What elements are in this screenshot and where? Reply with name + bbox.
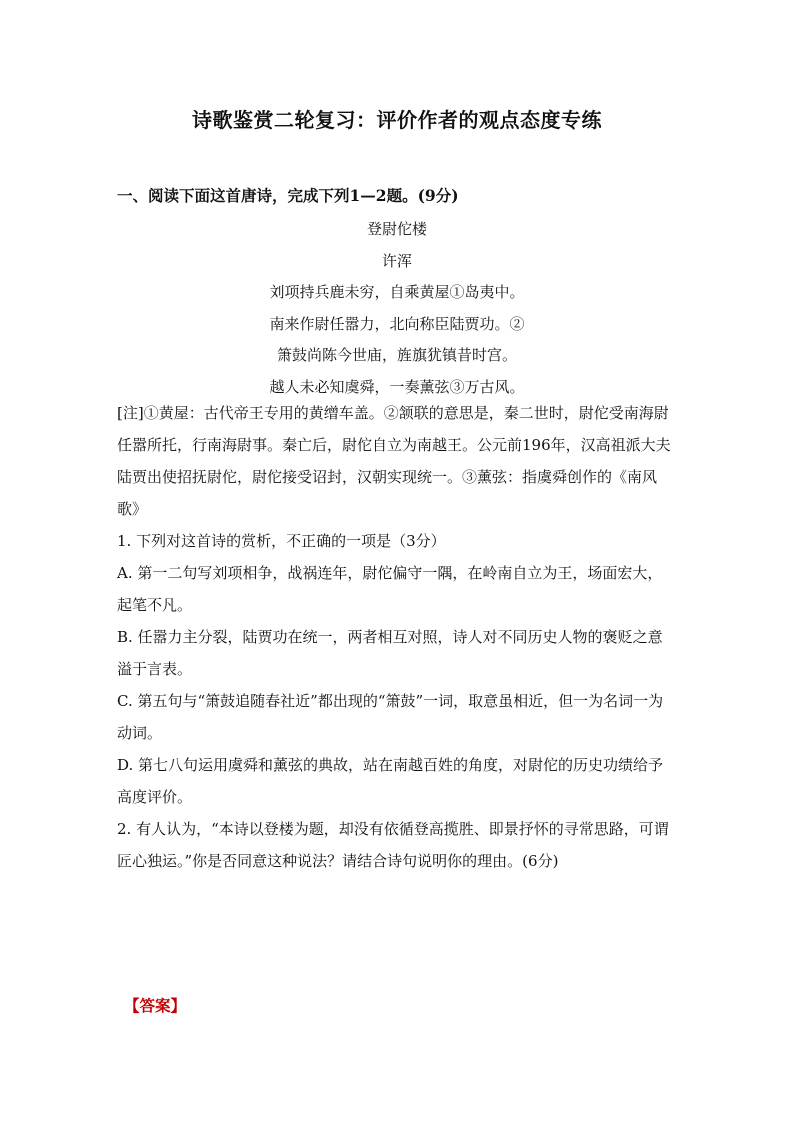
poem-line: 越人未必知虞舜，一奏薰弦③万古风。: [269, 377, 525, 396]
question-1-option-b: B. 任嚣力主分裂，陆贾功在统一，两者相互对照，诗人对不同历史人物的褒贬之意溢于言表。: [117, 628, 663, 678]
question-body: [117, 397, 677, 877]
page-title: 诗歌鉴赏二轮复习：评价作者的观点态度专练: [192, 108, 602, 132]
poem-title: 登尉佗楼: [366, 220, 427, 238]
question-1-option-d: D. 第七八句运用虞舜和薰弦的典故，站在南越百姓的角度，对尉佗的历史功绩给予高度评价。: [117, 756, 664, 806]
question-1-stem: 1. 下列对这首诗的赏析，不正确的一项是（3分）: [117, 532, 446, 550]
poem-annotation: [注]①黄屋：古代帝王专用的黄缯车盖。②颔联的意思是，秦二世时，尉佗受南海尉任嚣所托，行南海尉事。秦亡后，尉佗自立为南越王。公元前196年，汉高祖派大夫陆贾出使招抚尉佗，尉佗接受诏封，汉朝实现统一。③薰弦：指虞舜创作的《南风歌》: [117, 404, 671, 518]
poem-line: 箫鼓尚陈今世庙，旌旗犹镇昔时宫。: [276, 346, 517, 364]
poem-author: 许浑: [381, 251, 412, 270]
question-2-stem: 2. 有人认为，“本诗以登楼为题，却没有依循登高揽胜、即景抒怀的寻常思路，可谓匠心独运。”你是否同意这种说法？请结合诗句说明你的理由。(6分): [117, 820, 669, 870]
section-heading: 一、阅读下面这首唐诗，完成下列1—2题。(9分): [117, 186, 459, 205]
question-1-option-a: A. 第一二句写刘项相争，战祸连年，尉佗偏守一隅，在岭南自立为王，场面宏大，起笔不凡。: [117, 564, 663, 614]
question-1-option-c: C. 第五句与“箫鼓追随春社近”都出现的“箫鼓”一词，取意虽相近，但一为名词一为动词。: [117, 692, 664, 742]
answer-label: 【答案】: [124, 996, 187, 1015]
poem-line: 南来作尉任嚣力，北向称臣陆贾功。②: [269, 314, 525, 333]
poem-block: [0, 214, 794, 403]
poem-line: 刘项持兵鹿未穷，自乘黄屋①岛夷中。: [269, 283, 525, 301]
